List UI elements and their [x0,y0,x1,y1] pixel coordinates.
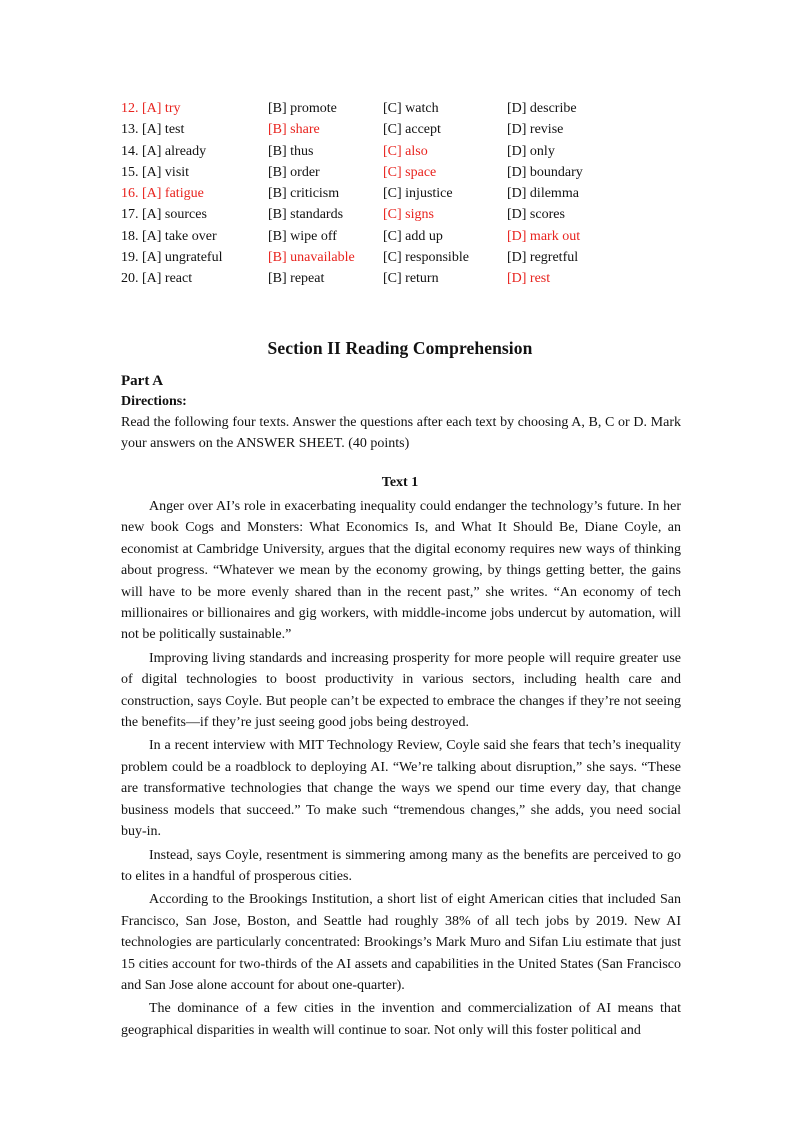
option-13-b: [B] share [268,122,320,138]
paragraph-5: According to the Brookings Institution, a short list of eight American cities that included San Francisco, San Jose, Boston, and Seattle had roughly 38% of all tech jobs by 2019. New AI technologies are particularly concentrated: Brookings’s Mark Muro and Sifan Liu estimate that just 15 cities account for two-thirds of the AI assets and capabilities in the United States (San Francisco and San Jose alone account for about one-quarter). [121,892,681,993]
option-19-b: [B] unavailable [268,250,355,266]
option-row-20 [121,268,601,289]
option-row-13 [121,119,601,140]
option-12-c: [C] watch [383,101,439,116]
option-12-b: [B] promote [268,101,337,116]
passage-body [121,496,681,1043]
option-17-d: [D] scores [507,207,565,223]
directions-text: Read the following four texts. Answer the questions after each text by choosing A, B, C or D. Mark your answers on the ANSWER SHEET. (40 points) [121,415,681,451]
option-15-a: 15. [A] visit [121,164,190,180]
option-12-a: 12. [A] try [121,101,181,116]
section-title: Section II Reading Comprehension [267,338,533,358]
option-19-c: [C] responsible [383,250,469,266]
option-row-15 [121,162,601,183]
paragraph-2: Improving living standards and increasing prosperity for more people will require greater use of digital technologies to boost productivity in various sectors, including health care and construction, says Coyle. But people can’t be expected to embrace the changes if they’re not seeing the benefits—if they’re just seeing good jobs being destroyed. [121,650,681,731]
option-12-d: [D] describe [507,101,577,116]
option-17-c: [C] signs [383,207,434,223]
option-17-b: [B] standards [268,207,344,223]
paragraph-6: The dominance of a few cities in the invention and commercialization of AI means that geographical disparities in wealth will continue to soar. Not only will this foster political and [121,1001,681,1038]
option-16-a: 16. [A] fatigue [121,186,204,202]
option-18-d: [D] mark out [507,228,581,244]
paragraph-3: In a recent interview with MIT Technology Review, Coyle said she fears that tech’s inequality problem could be a roadblock to deploying AI. “We’re talking about disruption,” she says. “These are transformative technologies that change the ways we spend our time every day, that change business models that succeed.” To make such “tremendous changes,” she adds, you need social buy-in. [121,738,681,840]
part-title: Part A [121,373,164,389]
option-18-c: [C] add up [383,228,443,244]
option-16-b: [B] criticism [268,186,340,202]
option-15-b: [B] order [268,164,320,180]
option-14-b: [B] thus [268,143,314,159]
option-13-d: [D] revise [507,122,564,138]
option-19-a: 19. [A] ungrateful [121,250,223,266]
option-row-18 [121,226,601,247]
option-15-c: [C] space [383,164,437,180]
option-row-16 [121,183,601,204]
paragraph-1: Anger over AI’s role in exacerbating inequality could endanger the technology’s future. In her new book Cogs and Monsters: What Economics Is, and What It Should Be, Diane Coyle, an economist at Cambridge University, argues that the digital economy requires new ways of thinking about progress. “Whatever we mean by the economy growing, by things getting better, the gains will have to be more evenly shared than in the recent past,” she writes. “An economy of tech millionaires or billionaires and gig workers, with middle-income jobs undercut by automation, will not be politically sustainable.” [121,499,681,643]
option-18-b: [B] wipe off [268,228,337,244]
option-17-a: 17. [A] sources [121,207,207,223]
option-row-19 [121,247,601,268]
option-19-d: [D] regretful [507,250,579,266]
option-15-d: [D] boundary [507,164,583,180]
directions-title: Directions: [121,394,187,409]
option-13-a: 13. [A] test [121,122,185,138]
option-14-d: [D] only [507,143,555,159]
paragraph-4: Instead, says Coyle, resentment is simmering among many as the benefits are perceived to go to elites in a handful of prosperous cities. [121,847,681,884]
option-14-a: 14. [A] already [121,143,207,159]
option-16-c: [C] injustice [383,186,453,202]
option-20-a: 20. [A] react [121,271,193,287]
option-row-12 [121,98,601,119]
option-16-d: [D] dilemma [507,186,579,202]
option-20-b: [B] repeat [268,271,325,287]
option-18-a: 18. [A] take over [121,228,217,244]
option-20-d: [D] rest [507,271,551,287]
option-row-14 [121,141,601,162]
option-row-17 [121,204,601,225]
option-13-c: [C] accept [383,122,441,138]
option-14-c: [C] also [383,143,428,159]
text-title: Text 1 [381,475,419,490]
option-20-c: [C] return [383,271,439,287]
answer-options-table [121,98,601,290]
